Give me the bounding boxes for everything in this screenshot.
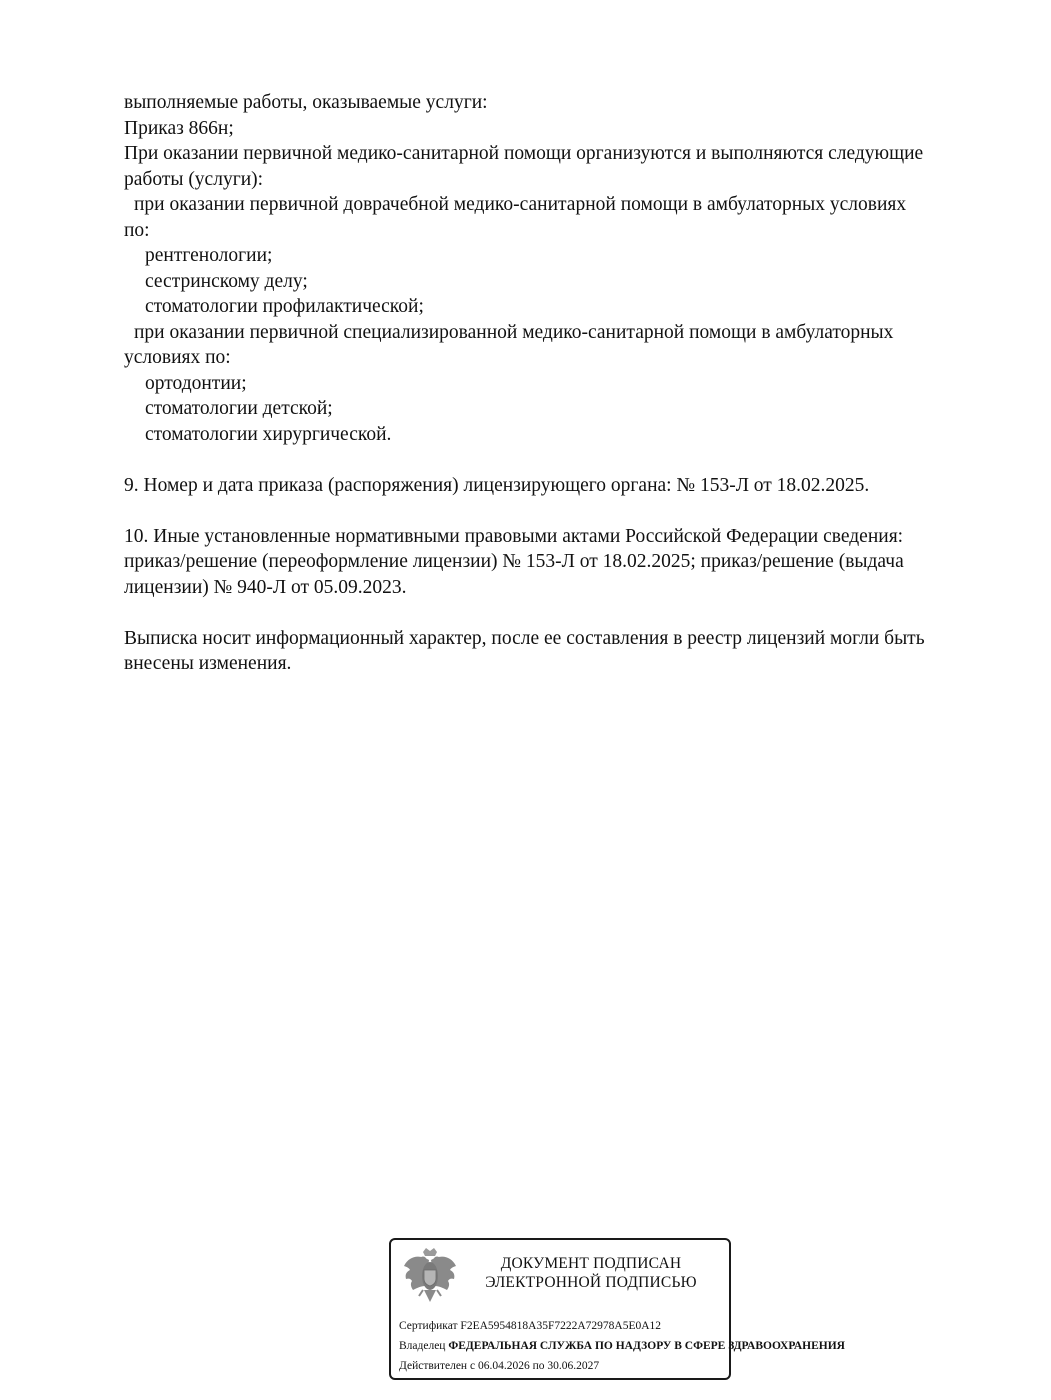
paragraph-gap [124,447,1004,473]
item-10-line: приказ/решение (переоформление лицензии) № 153-Л от 18.02.2025; приказ/решение (выдача [124,551,904,572]
paragraph-gap [124,498,1004,524]
list-item: рентгенологии; [145,245,273,266]
text-line: при оказании первичной доврачебной медико-санитарной помощи в амбулаторных условиях [134,194,907,215]
note-line: Выписка носит информационный характер, после ее составления в реестр лицензий могли быть [124,627,925,649]
paragraph-gap [124,600,1004,626]
owner-row [399,1336,845,1356]
list-item: сестринскому делу; [145,270,308,292]
certificate-label: Сертификат [399,1320,458,1332]
text-line: выполняемые работы, оказываемые услуги: [124,92,488,113]
item-10-line: 10. Иные установленные нормативными правовыми актами Российской Федерации сведения: [124,525,904,547]
text-line: При оказании первичной медико-санитарной помощи организуются и выполняются следующие [124,143,924,164]
item-10-line: лицензии) № 940-Л от 05.09.2023. [124,576,407,598]
list-item: стоматологии детской; [145,398,333,419]
text-line: работы (услуги): [124,168,264,190]
validity-row: Действителен с 06.04.2026 по 30.06.2027 [399,1360,600,1372]
owner-label: Владелец [399,1340,446,1352]
stamp-title [471,1254,711,1292]
owner-value: ФЕДЕРАЛЬНАЯ СЛУЖБА ПО НАДЗОРУ В СФЕРЕ ЗДРАВООХРАНЕНИЯ [448,1340,845,1352]
text-line: при оказании первичной специализированной медико-санитарной помощи в амбулаторных [134,321,894,343]
list-item: ортодонтии; [145,372,247,394]
item-9-order: 9. Номер и дата приказа (распоряжения) лицензирующего органа: № 153-Л от 18.02.2025. [124,474,870,496]
certificate-row [399,1316,845,1336]
text-line: Приказ 866н; [124,117,234,139]
document-body [124,90,1004,677]
electronic-signature-stamp [389,1238,845,1380]
list-item: стоматологии профилактической; [145,296,424,317]
stamp-title-line: ДОКУМЕНТ ПОДПИСАН [500,1255,682,1272]
coat-of-arms-icon [401,1246,459,1308]
list-item: стоматологии хирургической. [145,423,392,445]
note-line: внесены изменения. [124,653,292,674]
stamp-details [399,1316,845,1376]
stamp-title-line: ЭЛЕКТРОННОЙ ПОДПИСЬЮ [485,1274,697,1291]
certificate-value: F2EA5954818A35F7222A72978A5E0A12 [460,1320,662,1332]
text-line: условиях по: [124,347,231,368]
text-line: по: [124,219,150,241]
